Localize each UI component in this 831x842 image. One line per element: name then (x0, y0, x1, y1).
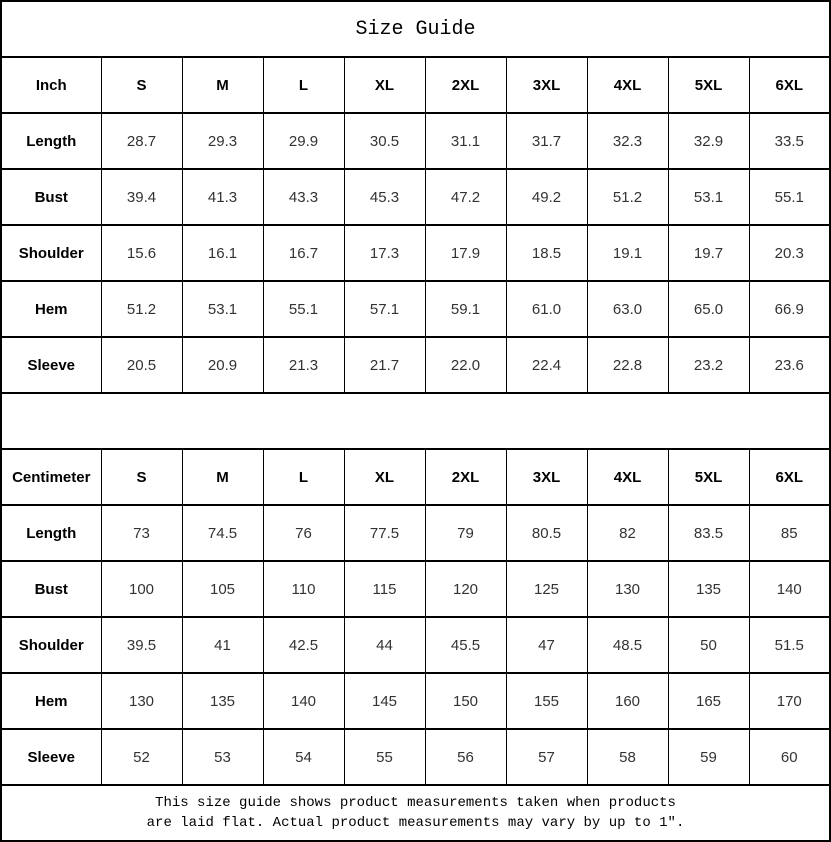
measurement-value: 130 (101, 673, 182, 729)
size-column-header: 6XL (749, 449, 830, 505)
measurement-row-label: Hem (1, 673, 101, 729)
measurement-row (1, 505, 830, 561)
measurement-row (1, 281, 830, 337)
measurement-value: 19.1 (587, 225, 668, 281)
measurement-value: 74.5 (182, 505, 263, 561)
measurement-value: 85 (749, 505, 830, 561)
size-column-header: L (263, 449, 344, 505)
measurement-value: 18.5 (506, 225, 587, 281)
measurement-row (1, 617, 830, 673)
unit-label: Centimeter (1, 449, 101, 505)
measurement-value: 63.0 (587, 281, 668, 337)
measurement-value: 23.2 (668, 337, 749, 393)
measurement-value: 47.2 (425, 169, 506, 225)
measurement-value: 155 (506, 673, 587, 729)
footer-note (1, 785, 830, 841)
measurement-value: 22.8 (587, 337, 668, 393)
size-column-header: 3XL (506, 449, 587, 505)
measurement-value: 47 (506, 617, 587, 673)
measurement-row-label: Sleeve (1, 337, 101, 393)
measurement-value: 44 (344, 617, 425, 673)
measurement-row-label: Hem (1, 281, 101, 337)
measurement-value: 140 (263, 673, 344, 729)
measurement-value: 17.3 (344, 225, 425, 281)
measurement-value: 16.7 (263, 225, 344, 281)
measurement-value: 21.3 (263, 337, 344, 393)
measurement-row-label: Length (1, 505, 101, 561)
measurement-row (1, 225, 830, 281)
measurement-value: 30.5 (344, 113, 425, 169)
measurement-value: 83.5 (668, 505, 749, 561)
measurement-value: 77.5 (344, 505, 425, 561)
measurement-value: 145 (344, 673, 425, 729)
spacer-section (1, 393, 830, 449)
measurement-value: 130 (587, 561, 668, 617)
size-column-header: 4XL (587, 449, 668, 505)
footer-row (1, 785, 830, 841)
measurement-value: 49.2 (506, 169, 587, 225)
measurement-row-label: Bust (1, 561, 101, 617)
footer-note-line1: This size guide shows product measurements taken when products (155, 795, 676, 811)
measurement-value: 82 (587, 505, 668, 561)
title-row (1, 1, 830, 57)
measurement-value: 51.2 (101, 281, 182, 337)
measurement-value: 50 (668, 617, 749, 673)
measurement-value: 39.4 (101, 169, 182, 225)
measurement-value: 41.3 (182, 169, 263, 225)
measurement-value: 22.0 (425, 337, 506, 393)
size-header-row (1, 57, 830, 113)
measurement-value: 73 (101, 505, 182, 561)
size-column-header: XL (344, 57, 425, 113)
measurement-value: 16.1 (182, 225, 263, 281)
measurement-value: 31.1 (425, 113, 506, 169)
measurement-value: 45.5 (425, 617, 506, 673)
measurement-value: 66.9 (749, 281, 830, 337)
measurement-value: 53.1 (182, 281, 263, 337)
measurement-row (1, 673, 830, 729)
measurement-value: 51.2 (587, 169, 668, 225)
measurement-value: 52 (101, 729, 182, 785)
size-column-header: 5XL (668, 57, 749, 113)
measurement-value: 60 (749, 729, 830, 785)
measurement-value: 54 (263, 729, 344, 785)
size-column-header: 6XL (749, 57, 830, 113)
table-spacer (1, 393, 830, 449)
measurement-value: 140 (749, 561, 830, 617)
size-column-header: L (263, 57, 344, 113)
title-section (1, 1, 830, 57)
measurement-value: 55 (344, 729, 425, 785)
measurement-value: 29.3 (182, 113, 263, 169)
measurement-value: 17.9 (425, 225, 506, 281)
measurement-row-label: Sleeve (1, 729, 101, 785)
measurement-value: 20.3 (749, 225, 830, 281)
measurement-value: 39.5 (101, 617, 182, 673)
measurement-row (1, 561, 830, 617)
measurement-value: 79 (425, 505, 506, 561)
measurement-row (1, 113, 830, 169)
measurement-value: 160 (587, 673, 668, 729)
size-column-header: M (182, 57, 263, 113)
measurement-value: 31.7 (506, 113, 587, 169)
measurement-value: 23.6 (749, 337, 830, 393)
measurement-value: 28.7 (101, 113, 182, 169)
measurement-value: 15.6 (101, 225, 182, 281)
measurement-value: 76 (263, 505, 344, 561)
measurement-value: 56 (425, 729, 506, 785)
measurement-value: 29.9 (263, 113, 344, 169)
measurement-value: 135 (182, 673, 263, 729)
measurement-value: 32.3 (587, 113, 668, 169)
measurement-value: 33.5 (749, 113, 830, 169)
measurement-value: 125 (506, 561, 587, 617)
measurement-value: 53 (182, 729, 263, 785)
spacer-row (1, 393, 830, 449)
measurement-value: 48.5 (587, 617, 668, 673)
measurement-value: 165 (668, 673, 749, 729)
measurement-value: 58 (587, 729, 668, 785)
measurement-value: 19.7 (668, 225, 749, 281)
measurement-value: 65.0 (668, 281, 749, 337)
size-column-header: XL (344, 449, 425, 505)
measurement-value: 80.5 (506, 505, 587, 561)
size-column-header: 5XL (668, 449, 749, 505)
measurement-value: 135 (668, 561, 749, 617)
measurement-value: 55.1 (749, 169, 830, 225)
page-title: Size Guide (1, 1, 830, 57)
footer-note-line2: are laid flat. Actual product measurements may vary by up to 1″. (146, 815, 685, 831)
measurement-row-label: Shoulder (1, 225, 101, 281)
measurement-row (1, 169, 830, 225)
size-column-header: S (101, 57, 182, 113)
measurement-value: 43.3 (263, 169, 344, 225)
measurement-value: 20.5 (101, 337, 182, 393)
measurement-value: 150 (425, 673, 506, 729)
size-column-header: 4XL (587, 57, 668, 113)
size-column-header: 3XL (506, 57, 587, 113)
size-header-row (1, 449, 830, 505)
measurement-row-label: Bust (1, 169, 101, 225)
measurement-value: 22.4 (506, 337, 587, 393)
measurement-value: 59 (668, 729, 749, 785)
measurement-row-label: Length (1, 113, 101, 169)
measurement-value: 53.1 (668, 169, 749, 225)
size-column-header: 2XL (425, 449, 506, 505)
measurement-value: 57.1 (344, 281, 425, 337)
measurement-value: 32.9 (668, 113, 749, 169)
size-column-header: S (101, 449, 182, 505)
measurement-value: 59.1 (425, 281, 506, 337)
unit-label: Inch (1, 57, 101, 113)
measurement-value: 120 (425, 561, 506, 617)
measurement-value: 100 (101, 561, 182, 617)
measurement-value: 57 (506, 729, 587, 785)
measurement-value: 51.5 (749, 617, 830, 673)
measurement-row-label: Shoulder (1, 617, 101, 673)
measurement-value: 105 (182, 561, 263, 617)
centimeter-table-section (1, 449, 830, 785)
measurement-value: 45.3 (344, 169, 425, 225)
measurement-value: 55.1 (263, 281, 344, 337)
measurement-row (1, 729, 830, 785)
measurement-value: 61.0 (506, 281, 587, 337)
measurement-value: 20.9 (182, 337, 263, 393)
measurement-value: 41 (182, 617, 263, 673)
measurement-value: 170 (749, 673, 830, 729)
footer-section (1, 785, 830, 841)
size-column-header: 2XL (425, 57, 506, 113)
measurement-value: 42.5 (263, 617, 344, 673)
inch-table-section (1, 57, 830, 393)
measurement-value: 115 (344, 561, 425, 617)
measurement-value: 110 (263, 561, 344, 617)
measurement-value: 21.7 (344, 337, 425, 393)
size-column-header: M (182, 449, 263, 505)
measurement-row (1, 337, 830, 393)
